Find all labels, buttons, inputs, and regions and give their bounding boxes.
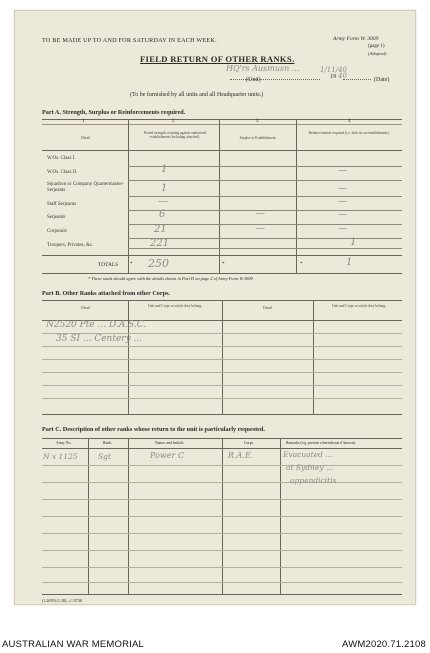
part-c-header-rank: Rank. <box>103 441 112 445</box>
part-c-header-remarks: Remarks (e.g. present whereabouts if known). <box>286 441 357 445</box>
totals-footnote: * These totals should agree with the details shown in Part D on page 2 of Army Form W.3009. <box>88 276 254 281</box>
col-header-detail: Detail. <box>81 136 91 140</box>
reinf-cqms: — <box>338 184 347 194</box>
footer-source: AUSTRALIAN WAR MEMORIAL <box>2 639 145 650</box>
part-c-header-corps: Corps. <box>244 441 255 445</box>
col-header-surplus: Surplus to Establishment. <box>239 136 277 140</box>
col-header-reinf: Reinforcements required (i.e. deficits on establishment). <box>308 131 390 135</box>
col-num-3: 3 <box>256 119 259 124</box>
col-header-posted: Posted strength counting against authorized establishment (including attached). <box>143 131 207 139</box>
furnish-note: (To be furnished by all units and all Headquarter units.) <box>130 92 264 98</box>
col-num-4: 4 <box>348 119 351 124</box>
reinf-serjeants: — <box>338 210 347 220</box>
strength-cqms: 1 <box>161 183 168 194</box>
part-b-hand-1: N2520 Pte ... D.A.S.C. <box>46 320 147 330</box>
part-c-hand-corps: R.A.E. <box>228 451 254 460</box>
part-b-header-unit-1: Unit and Corps to which they belong. <box>148 304 202 308</box>
col-num-1: 1 <box>82 119 85 124</box>
row-label-serjeants: Serjeants <box>47 215 66 220</box>
adopted-label: (Adopted) <box>368 51 387 56</box>
strength-staff-serjeants: — <box>158 196 168 207</box>
strength-wo2: 1 <box>161 164 168 175</box>
reinf-wo2: — <box>338 166 347 176</box>
part-b-header-unit-2: Unit and Corps to which they belong. <box>332 304 386 308</box>
row-label-troopers: Troopers, Privates, &c. <box>47 243 94 248</box>
row-label-corporals: Corporals <box>47 229 67 234</box>
reinf-corporals: — <box>338 224 347 234</box>
totals-label: TOTALS <box>98 262 119 268</box>
year-prefix: 19 <box>330 74 336 80</box>
footer-bar <box>0 637 430 653</box>
col-num-2: 2 <box>172 119 175 124</box>
page-number: (page 1) <box>368 44 385 49</box>
top-instruction: TO BE MADE UP TO AND FOR SATURDAY IN EACH WEEK. <box>42 37 217 44</box>
row-label-staff-serjeants: Staff Serjeants <box>47 202 77 207</box>
print-code: (1.2659) (1.38)—C.8738 <box>42 598 82 603</box>
form-title: FIELD RETURN OF OTHER RANKS. <box>140 54 295 64</box>
reinf-troopers: 1 <box>350 237 357 248</box>
part-c-hand-remarks-2: at Sydney ... <box>286 463 334 472</box>
strength-corporals: 21 <box>154 224 167 235</box>
form-number: Army Form W. 3009 <box>333 36 379 42</box>
strength-troopers: 221 <box>150 238 170 249</box>
part-c-hand-remarks-3: appendicitis <box>290 476 337 485</box>
row-label-wo2: W.Os. Class II. <box>47 170 78 175</box>
part-c-heading: Part C. Description of other ranks whose return to the unit is particularly requested. <box>42 426 265 433</box>
strength-serjeants: 6 <box>159 209 166 220</box>
part-c-hand-army-no: N x 1125 <box>43 452 78 461</box>
row-label-wo1: W.Os. Class I. <box>47 156 76 161</box>
handwritten-unit: HQ'rs Ausmusn ... <box>226 64 300 73</box>
surplus-corporals: — <box>256 224 265 234</box>
totals-strength: 250 <box>148 257 169 270</box>
part-c-header-army-no: Army No. <box>56 441 72 445</box>
part-b-heading: Part B. Other Ranks attached from other Corps. <box>42 290 171 297</box>
part-c-hand-rank: Sgt <box>98 452 111 461</box>
part-b-header-detail-1: Detail. <box>81 306 91 310</box>
handwritten-year: 40 <box>338 72 347 80</box>
part-c-header-names: Names and Initials. <box>155 441 185 445</box>
row-label-cqms: Squadron or Company Quartermaster-Serjeants <box>47 182 124 193</box>
surplus-serjeants: — <box>256 209 265 219</box>
handwritten-date: 1/11/40 <box>320 66 347 74</box>
date-label: (Date) <box>374 77 390 83</box>
part-b-hand-2: 35 SI ... Centery ... <box>56 334 143 344</box>
part-c-hand-remarks-1: Evacuated ... <box>283 450 333 459</box>
footer-accession-number: AWM2020.71.2108 <box>342 639 426 650</box>
reinf-staff-serjeants: — <box>338 197 347 207</box>
part-a-heading: Part A. Strength, Surplus or Reinforcements required. <box>42 109 186 116</box>
part-b-header-detail-2: Detail. <box>263 306 273 310</box>
part-c-hand-name: Power C <box>150 451 184 460</box>
unit-label: (Unit) <box>246 77 261 83</box>
totals-reinf: 1 <box>346 257 353 268</box>
